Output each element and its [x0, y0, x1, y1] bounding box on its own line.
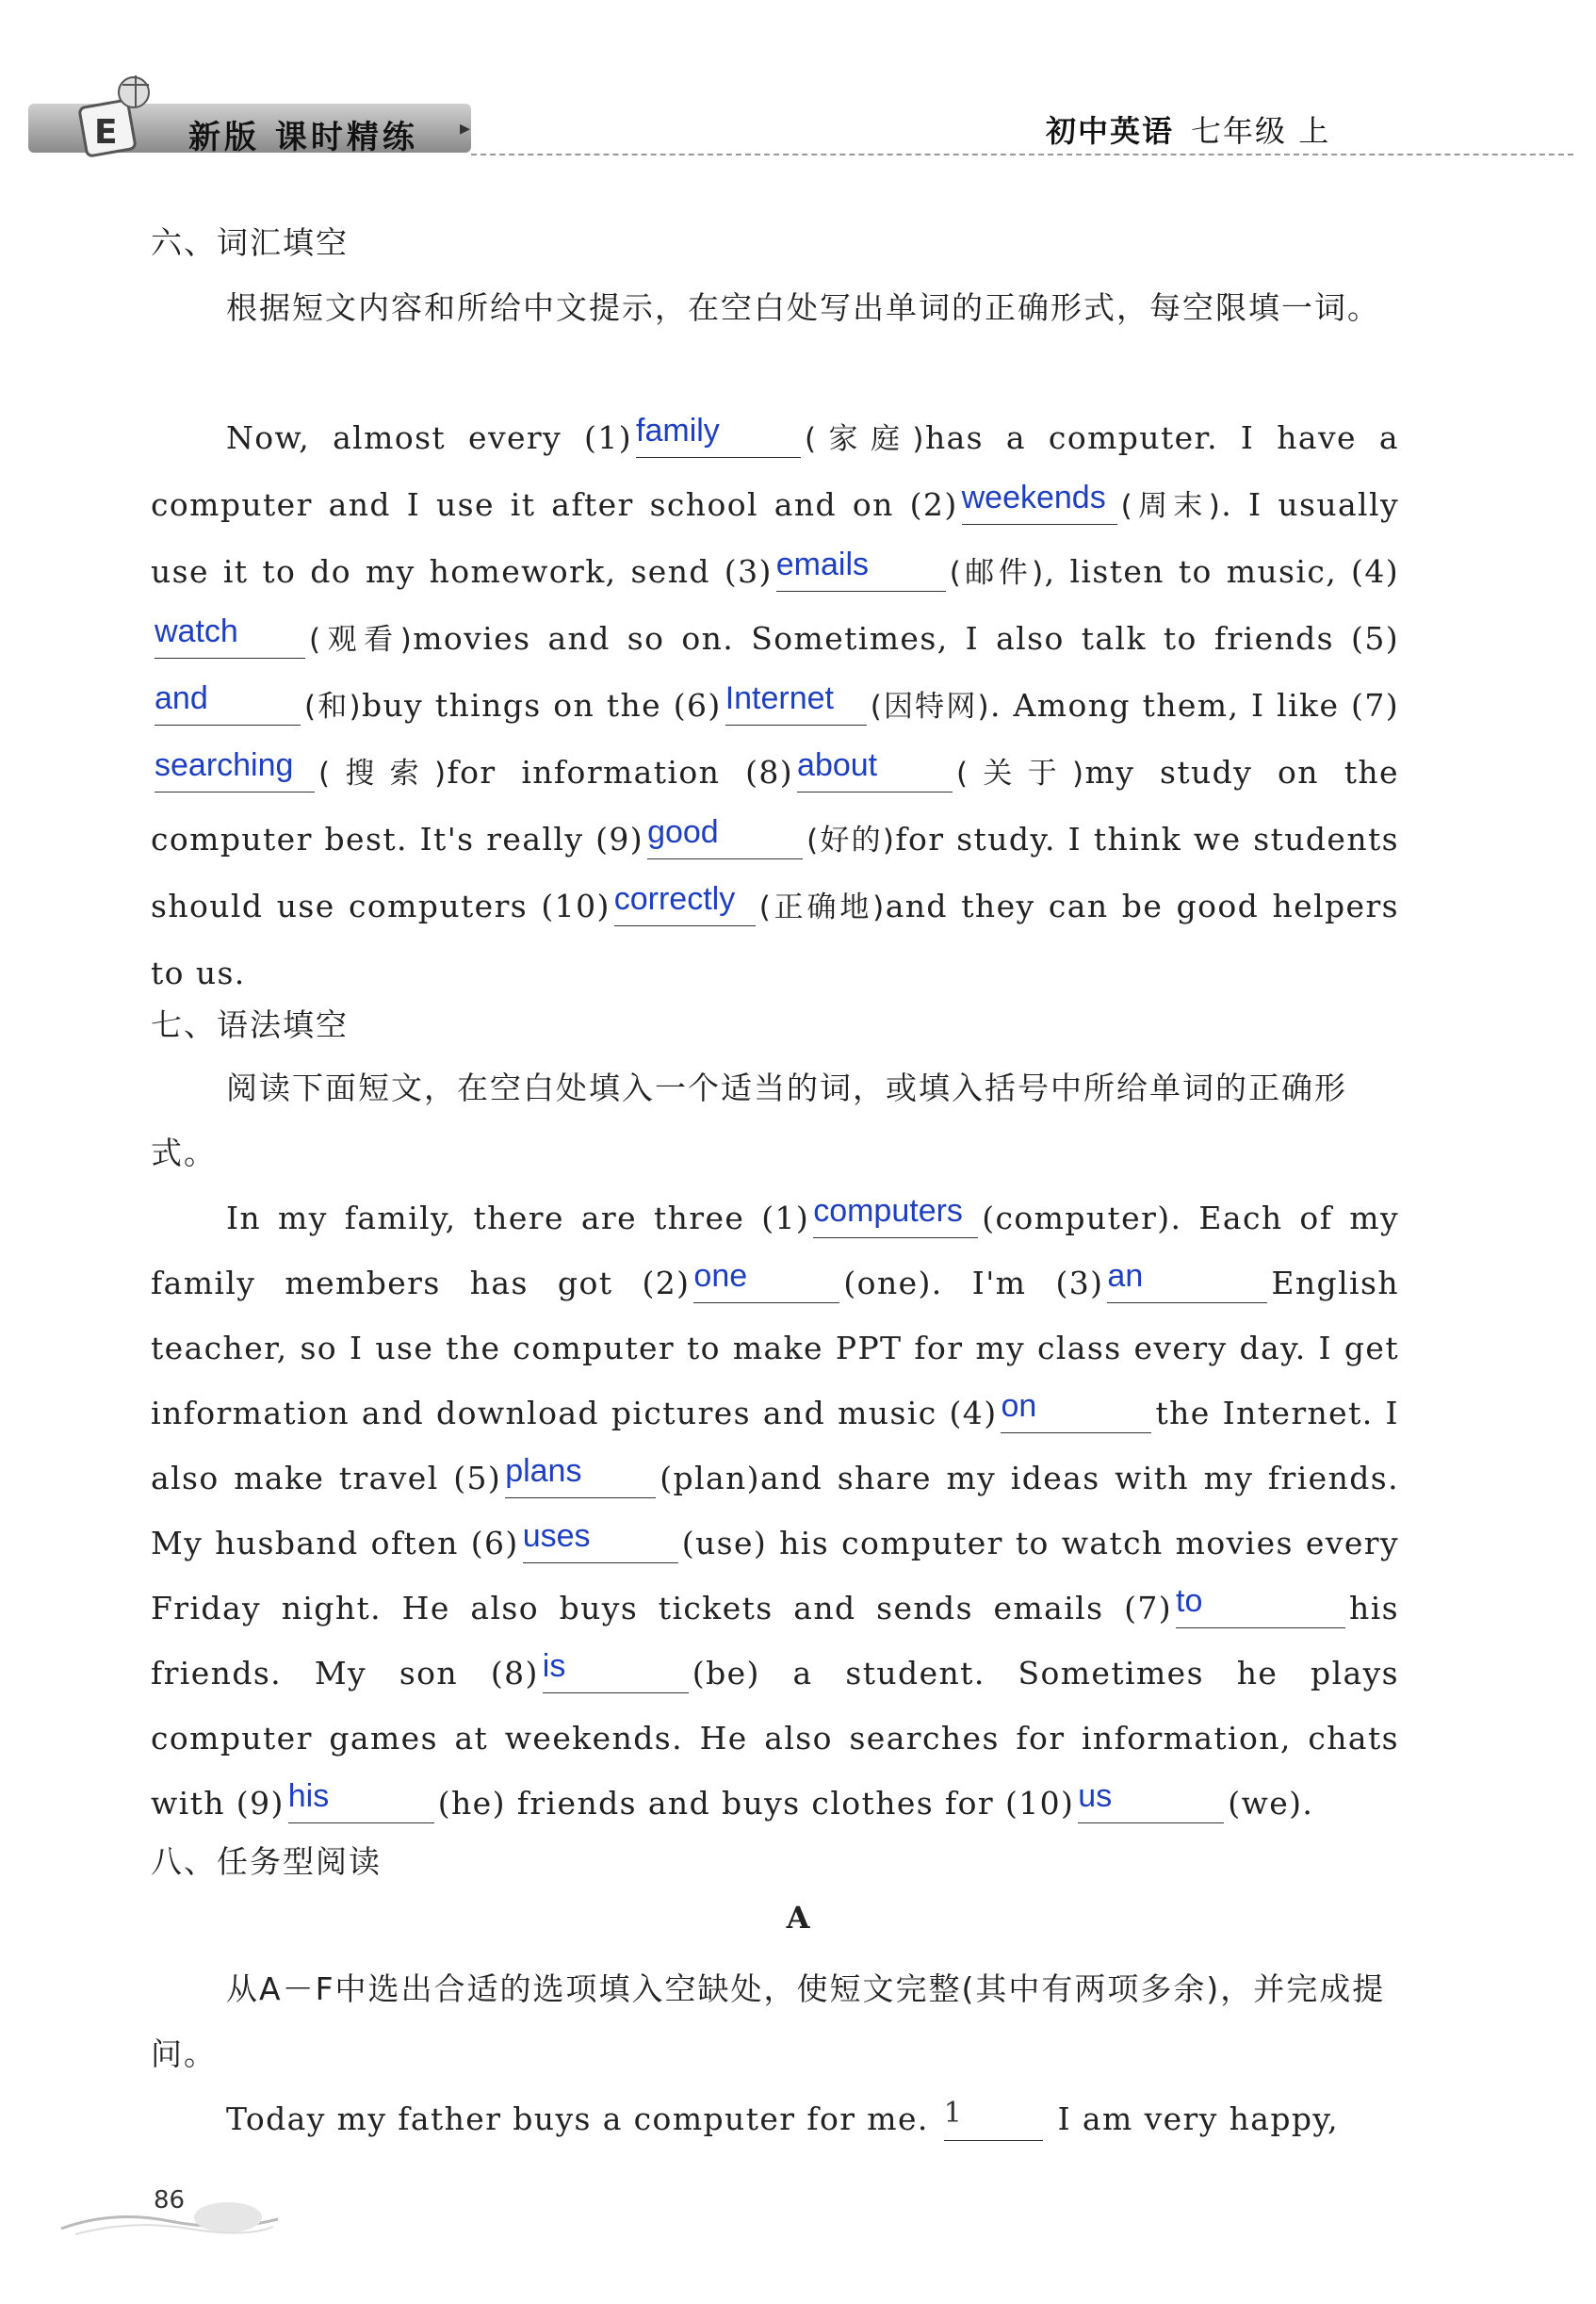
section-7-instruction: 阅读下面短文，在空白处填入一个适当的词，或填入括号中所给单词的正确形式。 — [151, 1070, 1347, 1171]
answer-6-1: family — [636, 413, 720, 449]
subject-label: 初中英语 — [1046, 113, 1175, 149]
answer-7-8: is — [542, 1648, 566, 1684]
svg-text:E: E — [94, 113, 118, 152]
section-7-title: 七、语法填空 — [151, 1006, 349, 1043]
answer-7-3: an — [1107, 1258, 1144, 1294]
answer-7-1: computers — [813, 1193, 963, 1229]
answer-7-5: plans — [505, 1453, 582, 1489]
answer-6-7: searching — [155, 747, 294, 783]
section-8-subtitle: A — [786, 1900, 810, 1936]
header-brand: 新版 课时精练 — [188, 119, 418, 156]
answer-6-6: Internet — [725, 680, 835, 716]
answer-7-7: to — [1176, 1583, 1203, 1619]
answer-7-6: uses — [522, 1518, 591, 1554]
section-8-instruction: 从A－F中选出合适的选项填入空缺处，使短文完整(其中有两项多余)，并完成提问。 — [151, 1970, 1386, 2072]
answer-6-4: watch — [155, 613, 238, 649]
page-number: 86 — [154, 2186, 186, 2214]
answer-6-8: about — [797, 747, 878, 783]
section-6-instruction: 根据短文内容和所给中文提示，在空白处写出单词的正确形式，每空限填一词。 — [226, 289, 1380, 326]
answer-6-2: weekends — [961, 480, 1106, 515]
answer-6-3: emails — [775, 547, 869, 582]
answer-6-5: and — [155, 680, 208, 716]
answer-7-10: us — [1078, 1778, 1113, 1814]
e-book-logo-icon — [66, 66, 170, 160]
answer-7-2: one — [693, 1258, 748, 1294]
section-8-title: 八、任务型阅读 — [151, 1843, 382, 1880]
answer-7-4: on — [1001, 1388, 1037, 1424]
header-divider — [471, 154, 1573, 155]
section-8-passage: Today my father buys a computer for me. 1 I am very happy, — [151, 2086, 1399, 2151]
section-6-passage: Now, almost every (1) family (家庭)has a computer. I have a computer and I use it after school and on (2) weekends (周末). I usually use it to do my homework, send (3) emails (邮件), listen to music, (4)watch (观看)movies and so on. Sometimes, I also talk to friends (5)and (和)buy things on the (6) Internet (因特网). Among them, I like (7)searching (搜索)for information (8) about (关于)my study on the computer best. It's really (9) good (好的)for study. I think we students should use computers (10) correctly (正确地)and they can be good helpers to us. — [151, 413, 1399, 991]
answer-6-10: correctly — [613, 881, 736, 917]
header-subject — [1046, 107, 1330, 151]
header-arrow-icon: ▸ — [460, 117, 471, 140]
grade-label: 七年级 上 — [1191, 113, 1331, 149]
answer-7-9: his — [287, 1778, 330, 1814]
blank-8-1: 1 — [943, 2097, 962, 2130]
section-7-passage: In my family, there are three (1) computers (computer). Each of my family members has got (2) one (one). I'm (3) an English teacher, so I use the computer to make PPT for my class every day. I get information and download pictures and music (4) on the Internet. I also make travel (5) plans (plan)and share my ideas with my friends. My husband often (6) uses (use) his computer to watch movies every Friday night. He also buys tickets and sends emails (7) to his friends. My son (8) is (be) a student. Sometimes he plays computer games at weekends. He also searches for information, chats with (9) his (he) friends and buys clothes for (10) us (we). — [151, 1193, 1399, 1822]
section-6-title: 六、词汇填空 — [151, 224, 349, 261]
answer-6-9: good — [647, 814, 719, 850]
